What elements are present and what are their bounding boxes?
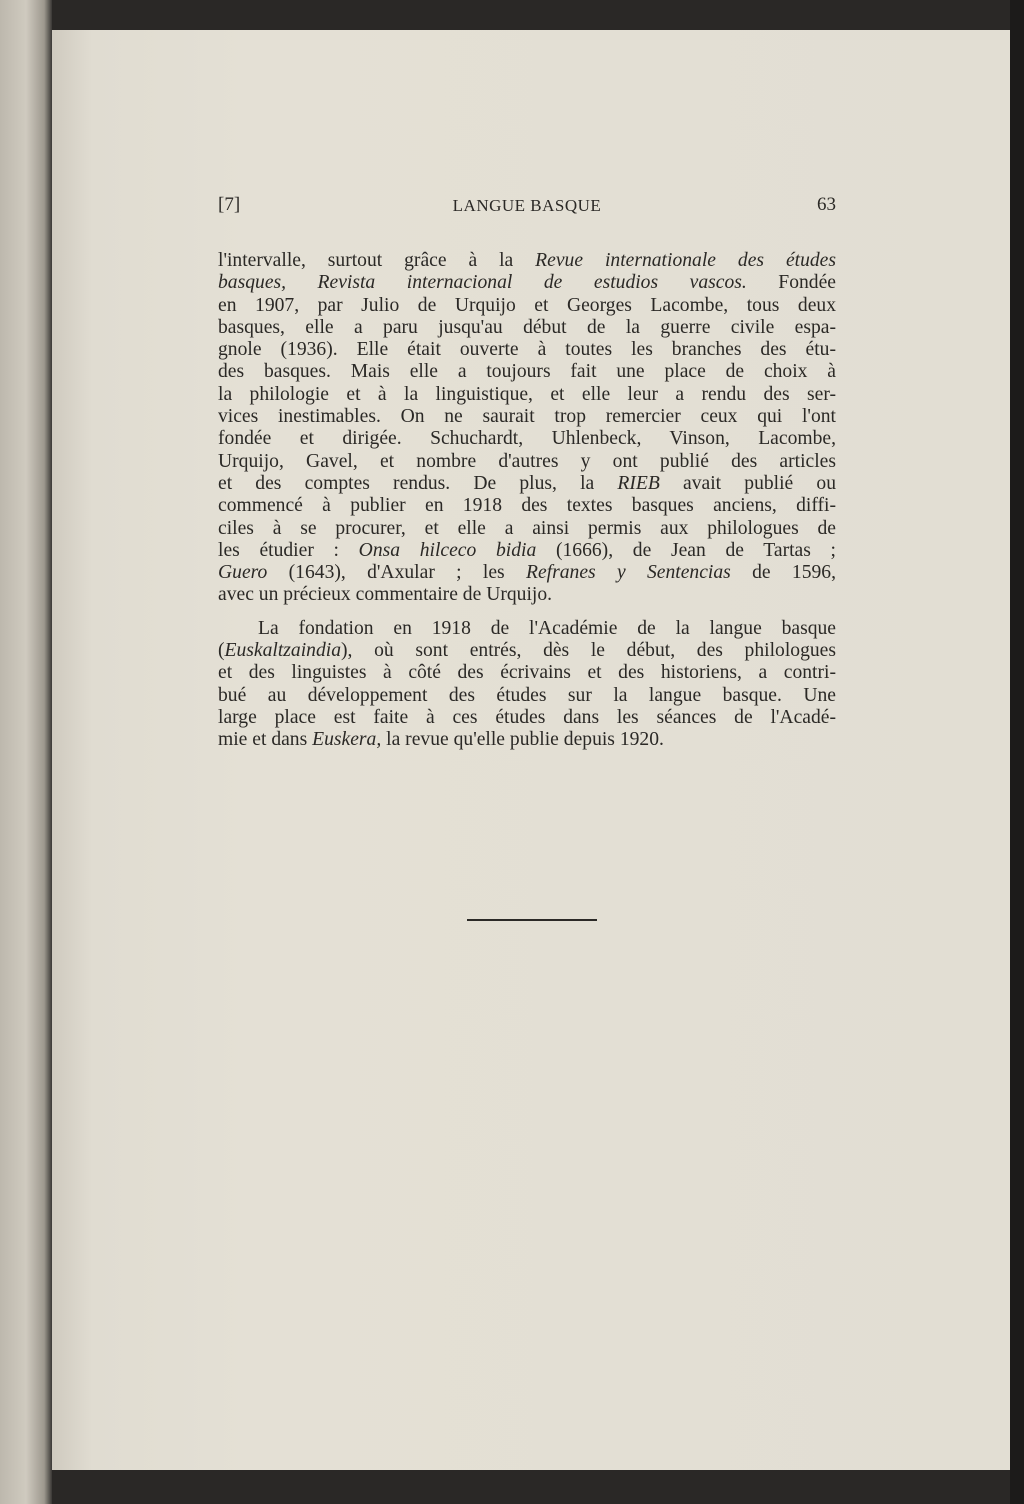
text-segment: (1643), d'Axular ; les (267, 562, 527, 584)
text-segment: de 1596, (730, 562, 837, 584)
text-segment: large place est faite à ces études dans les séances de l'Acadé- (218, 706, 836, 728)
text-line (218, 451, 836, 473)
text-segment: l'intervalle, surtout grâce à la (218, 250, 536, 271)
text-segment: la revue qu'elle publie depuis 1920. (381, 729, 664, 751)
scan-border (1010, 0, 1024, 1504)
italic-title: Guero (218, 562, 268, 584)
paragraph-gap (218, 607, 836, 618)
text-segment: bué au développement des études sur la langue basque. Une (218, 684, 836, 706)
text-segment: gnole (1936). Elle était ouverte à toutes les branches des étu- (218, 339, 836, 361)
text-line (218, 685, 836, 707)
italic-title: Euskaltzaindia (224, 640, 342, 662)
italic-title: basques, Revista internacional de estudios vascos. (218, 272, 747, 294)
text-line (218, 406, 836, 428)
text-line (218, 707, 836, 729)
text-segment: des basques. Mais elle a toujours fait une place de choix à (218, 361, 836, 383)
paragraph (218, 250, 836, 607)
facing-page-edge (0, 0, 52, 1504)
text-line (218, 729, 836, 751)
text-line (218, 428, 836, 450)
section-end-rule (467, 919, 597, 921)
text-segment: avait publié ou (659, 472, 837, 494)
text-line (218, 618, 836, 640)
text-line (218, 317, 836, 339)
text-segment: commencé à publier en 1918 des textes basques anciens, diffi- (218, 495, 836, 517)
page-number: 63 (817, 194, 836, 215)
text-line (218, 473, 836, 495)
running-header (218, 194, 836, 220)
body-text (218, 250, 836, 752)
text-segment: et des linguistes à côté des écrivains et des historiens, a contri- (218, 662, 836, 684)
italic-title: RIEB (617, 472, 660, 494)
text-segment: avec un précieux commentaire de Urquijo. (218, 584, 553, 606)
text-line (218, 361, 836, 383)
text-line (218, 584, 836, 606)
text-segment: Urquijo, Gavel, et nombre d'autres y ont publié des articles (218, 450, 836, 472)
text-segment: Fondée (746, 272, 836, 294)
text-line (218, 662, 836, 684)
text-segment: La fondation en 1918 de l'Académie de la langue basque (258, 617, 836, 639)
text-line (218, 295, 836, 317)
text-segment: ), où sont entrés, dès le début, des philologues (341, 640, 836, 662)
text-segment: ( (218, 640, 225, 662)
text-line (218, 640, 836, 662)
italic-title: Refranes y Sentencias (526, 562, 731, 584)
text-segment: les étudier : (218, 539, 359, 561)
section-number: [7] (218, 194, 241, 215)
text-line (218, 272, 836, 294)
text-segment: mie et dans (218, 729, 313, 751)
italic-title: Onsa hilceco bidia (358, 539, 537, 561)
text-line (218, 495, 836, 517)
text-segment: la philologie et à la linguistique, et elle leur a rendu des ser- (218, 383, 836, 405)
text-segment: fondée et dirigée. Schuchardt, Uhlenbeck, Vinson, Lacombe, (218, 428, 836, 450)
paragraph (218, 618, 836, 752)
text-segment: basques, elle a paru jusqu'au début de la guerre civile espa- (218, 316, 836, 338)
text-line (218, 518, 836, 540)
italic-title: Revue internationale des études (535, 250, 836, 271)
text-line (218, 250, 836, 272)
text-segment: vices inestimables. On ne saurait trop remercier ceux qui l'ont (218, 406, 836, 428)
text-segment: (1666), de Jean de Tartas ; (536, 539, 836, 561)
text-line (218, 384, 836, 406)
text-segment: en 1907, par Julio de Urquijo et Georges Lacombe, tous deux (218, 294, 836, 316)
running-title: LANGUE BASQUE (452, 196, 602, 215)
text-line (218, 562, 836, 584)
text-segment: ciles à se procurer, et elle a ainsi permis aux philologues de (218, 517, 836, 539)
text-line (218, 339, 836, 361)
italic-title: Euskera, (312, 729, 382, 751)
text-line (218, 540, 836, 562)
text-segment: et des comptes rendus. De plus, la (218, 472, 618, 494)
